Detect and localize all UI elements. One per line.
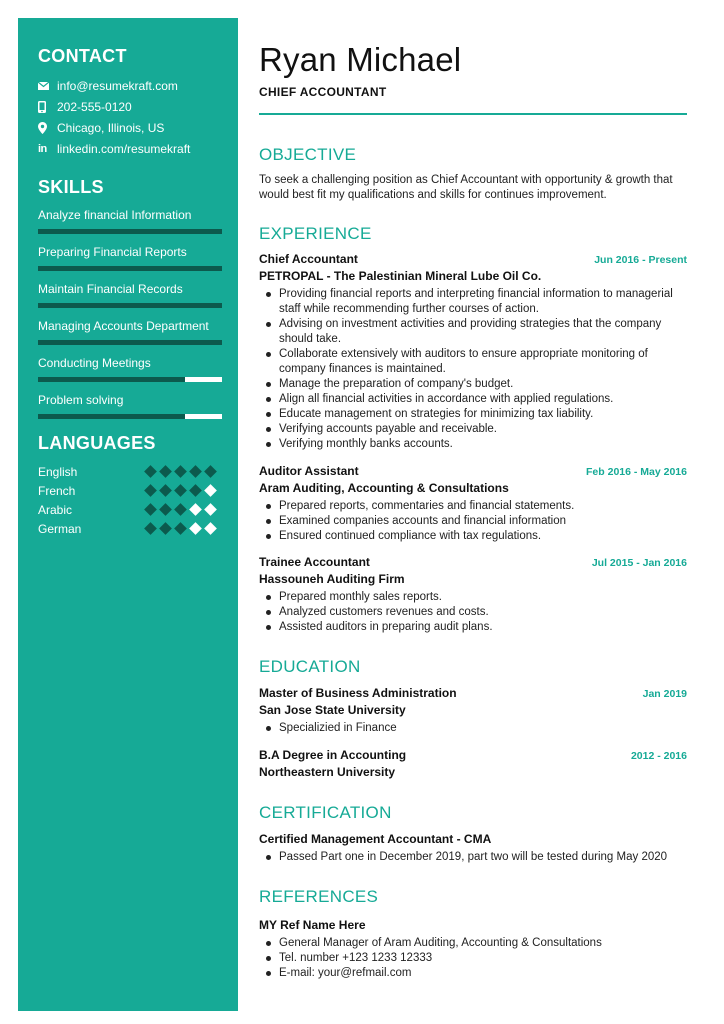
bullet-item: Providing financial reports and interpreting financial information to managerial staff while recommending further courses of action. (259, 287, 687, 317)
bullet-item: Verifying monthly banks accounts. (259, 437, 687, 452)
skill-name: Problem solving (38, 393, 124, 407)
experience-bullets (259, 590, 687, 635)
skill-name: Conducting Meetings (38, 356, 151, 370)
contact-linkedin-text: linkedin.com/resumekraft (57, 141, 191, 156)
bullet-item: Advising on investment activities and providing strategies that the company should take. (259, 317, 687, 347)
skill-bar-fill (38, 414, 185, 419)
education-degree: B.A Degree in Accounting (259, 748, 407, 762)
contact-heading: CONTACT (38, 46, 127, 66)
language-rating (146, 524, 215, 533)
skill-bar-fill (38, 303, 222, 308)
experience-item (259, 464, 687, 544)
education-degree: Master of Business Administration (259, 686, 457, 700)
reference-item (259, 918, 687, 981)
phone-icon (38, 101, 57, 113)
skill-item (38, 282, 222, 308)
skill-bar-fill (38, 266, 222, 271)
rating-diamond-filled (159, 465, 172, 478)
experience-company: PETROPAL - The Palestinian Mineral Lube Oil Co. (259, 269, 542, 283)
education-item-header (259, 686, 687, 700)
objective-text: To seek a challenging position as Chief Accountant with opportunity & growth that would best fit my qualifications and skills for continues improvement. (259, 174, 673, 201)
header-divider (259, 113, 687, 115)
rating-diamond-empty (204, 503, 217, 516)
language-item (38, 519, 222, 538)
language-item (38, 462, 222, 481)
certification-name: Certified Management Accountant - CMA (259, 832, 492, 846)
bullet-item: E-mail: your@refmail.com (259, 966, 687, 981)
sidebar (18, 18, 238, 1011)
contact-location (38, 117, 222, 138)
experience-date: Jul 2015 - Jan 2016 (591, 557, 687, 569)
skill-name: Preparing Financial Reports (38, 245, 187, 259)
education-heading: EDUCATION (259, 657, 361, 676)
skill-name: Maintain Financial Records (38, 282, 183, 296)
rating-diamond-filled (204, 465, 217, 478)
bullet-item: Examined companies accounts and financial information (259, 514, 687, 529)
education-bullets (259, 721, 687, 736)
experience-role: Trainee Accountant (259, 555, 370, 569)
bullet-item: Verifying accounts payable and receivable. (259, 422, 687, 437)
skill-item (38, 393, 222, 419)
skill-bar (38, 303, 222, 308)
certification-heading: CERTIFICATION (259, 803, 392, 822)
job-title: CHIEF ACCOUNTANT (259, 85, 387, 99)
rating-diamond-empty (204, 484, 217, 497)
experience-item (259, 252, 687, 452)
references-heading: REFERENCES (259, 887, 379, 906)
rating-diamond-empty (189, 503, 202, 516)
experience-bullets (259, 499, 687, 544)
experience-company: Hassouneh Auditing Firm (259, 572, 405, 586)
bullet-item: Tel. number +123 1233 12333 (259, 951, 687, 966)
contact-email (38, 75, 222, 96)
bullet-item: Educate management on strategies for minimizing tax liability. (259, 407, 687, 422)
bullet-item: Assisted auditors in preparing audit plans. (259, 620, 687, 635)
main-content (259, 40, 687, 981)
bullet-item: Align all financial activities in accordance with applied regulations. (259, 392, 687, 407)
bullet-item: General Manager of Aram Auditing, Accounting & Consultations (259, 936, 687, 951)
rating-diamond-filled (174, 465, 187, 478)
rating-diamond-empty (204, 522, 217, 535)
email-icon (38, 82, 57, 90)
language-rating (146, 467, 215, 476)
bullet-item: Passed Part one in December 2019, part two will be tested during May 2020 (259, 850, 687, 865)
language-item (38, 500, 222, 519)
rating-diamond-filled (189, 465, 202, 478)
experience-item-header (259, 555, 687, 569)
contact-email-text: info@resumekraft.com (57, 78, 178, 93)
rating-diamond-filled (159, 522, 172, 535)
language-rating (146, 486, 215, 495)
language-name: German (38, 521, 82, 536)
experience-item (259, 555, 687, 635)
experience-date: Feb 2016 - May 2016 (586, 466, 687, 478)
skills-heading: SKILLS (38, 177, 104, 197)
bullet-item: Analyzed customers revenues and costs. (259, 605, 687, 620)
bullet-item: Prepared reports, commentaries and financial statements. (259, 499, 687, 514)
location-icon (38, 122, 57, 134)
experience-heading: EXPERIENCE (259, 224, 372, 243)
rating-diamond-filled (159, 503, 172, 516)
bullet-item: Prepared monthly sales reports. (259, 590, 687, 605)
skill-item (38, 208, 222, 234)
rating-diamond-filled (189, 484, 202, 497)
education-date: Jan 2019 (642, 688, 687, 700)
certification-item (259, 832, 687, 865)
certification-bullets (259, 850, 687, 865)
language-name: French (38, 483, 76, 498)
skill-item (38, 356, 222, 382)
experience-bullets (259, 287, 687, 452)
experience-role: Auditor Assistant (259, 464, 359, 478)
experience-item-header (259, 252, 687, 266)
education-item-header (259, 748, 687, 762)
experience-role: Chief Accountant (259, 252, 358, 266)
person-name: Ryan Michael (259, 41, 462, 78)
skill-name: Analyze financial Information (38, 208, 192, 222)
skill-bar (38, 266, 222, 271)
language-item (38, 481, 222, 500)
skill-name: Managing Accounts Department (38, 319, 209, 333)
skill-bar-fill (38, 377, 185, 382)
skill-bar (38, 340, 222, 345)
bullet-item: Collaborate extensively with auditors to ensure appropriate monitoring of company finances is maintained. (259, 347, 687, 377)
rating-diamond-filled (144, 522, 157, 535)
skill-bar-fill (38, 229, 222, 234)
experience-date: Jun 2016 - Present (594, 254, 687, 266)
experience-item-header (259, 464, 687, 478)
language-name: Arabic (38, 502, 73, 517)
languages-heading: LANGUAGES (38, 433, 156, 453)
reference-name: MY Ref Name Here (259, 918, 366, 932)
bullet-item: Manage the preparation of company's budget. (259, 377, 687, 392)
contact-location-text: Chicago, Illinois, US (57, 120, 165, 135)
rating-diamond-filled (159, 484, 172, 497)
rating-diamond-filled (144, 484, 157, 497)
linkedin-icon: in (38, 142, 47, 155)
contact-phone (38, 96, 222, 117)
rating-diamond-filled (174, 522, 187, 535)
rating-diamond-empty (189, 522, 202, 535)
contact-linkedin (38, 138, 222, 159)
skill-item (38, 245, 222, 271)
language-rating (146, 505, 215, 514)
objective-heading: OBJECTIVE (259, 145, 357, 164)
language-name: English (38, 464, 78, 479)
education-date: 2012 - 2016 (630, 750, 687, 762)
rating-diamond-filled (144, 503, 157, 516)
bullet-item: Specializied in Finance (259, 721, 687, 736)
reference-bullets (259, 936, 687, 981)
skills-list (38, 208, 222, 419)
skill-bar-fill (38, 340, 222, 345)
education-school: San Jose State University (259, 703, 406, 717)
skill-bar (38, 414, 222, 419)
skill-bar (38, 229, 222, 234)
skill-item (38, 319, 222, 345)
rating-diamond-filled (174, 484, 187, 497)
skill-bar (38, 377, 222, 382)
contact-phone-text: 202-555-0120 (57, 99, 132, 114)
experience-company: Aram Auditing, Accounting & Consultations (259, 481, 509, 495)
education-item (259, 686, 687, 736)
rating-diamond-filled (144, 465, 157, 478)
rating-diamond-filled (174, 503, 187, 516)
education-school: Northeastern University (259, 765, 396, 779)
bullet-item: Ensured continued compliance with tax regulations. (259, 529, 687, 544)
education-item (259, 748, 687, 779)
